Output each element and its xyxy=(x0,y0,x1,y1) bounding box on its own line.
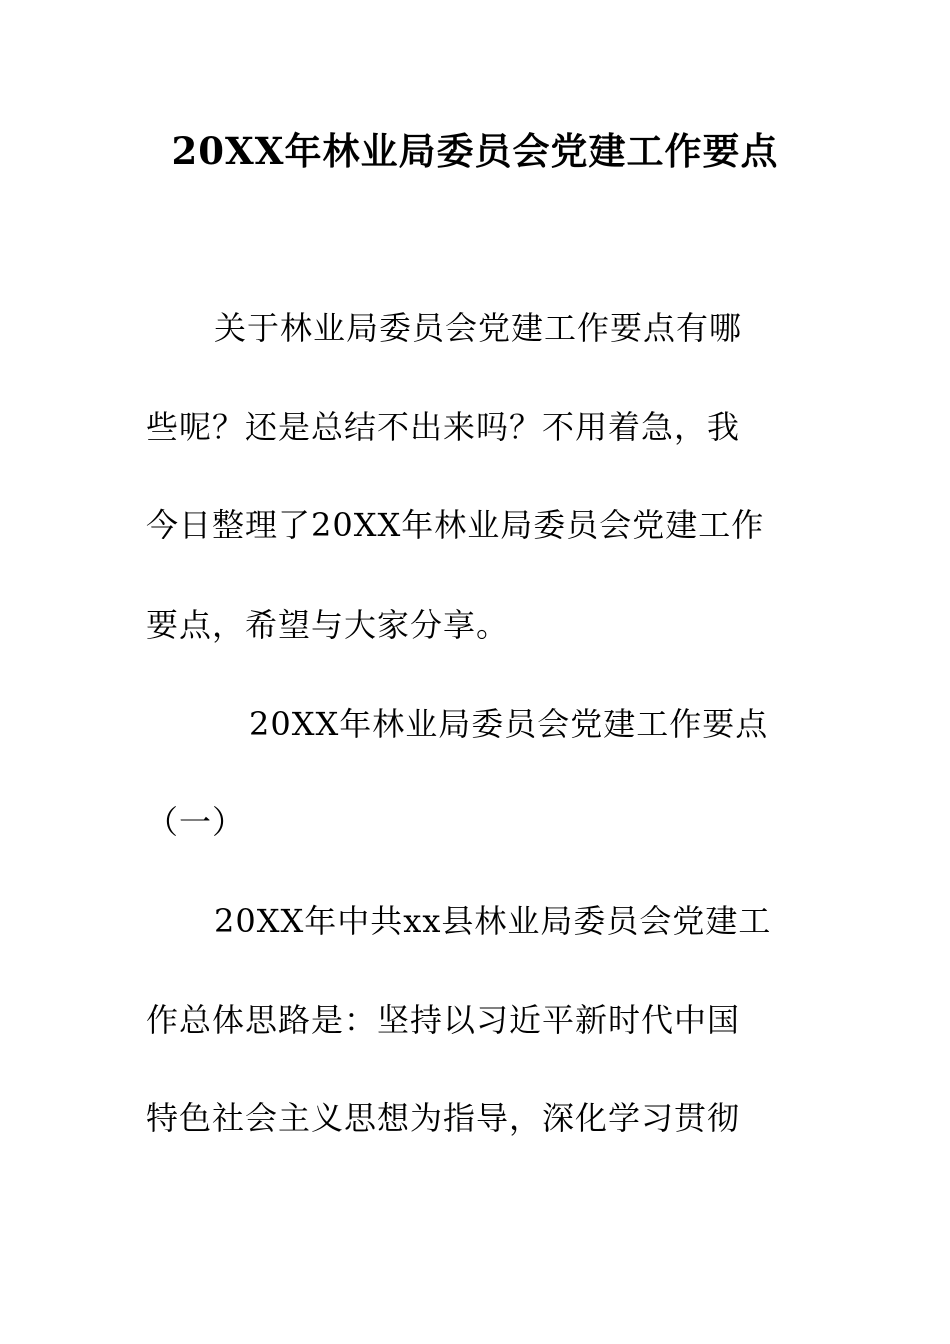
body-line-2: 些呢？还是总结不出来吗？不用着急，我 xyxy=(146,408,741,446)
section-number: （一） xyxy=(146,803,246,841)
document-title: 20XX年林业局委员会党建工作要点 xyxy=(171,129,779,173)
body-line-5: 20XX年中共xx县林业局委员会党建工 xyxy=(214,902,772,940)
body-line-6: 作总体思路是：坚持以习近平新时代中国 xyxy=(146,1001,741,1039)
body-line-4: 要点，希望与大家分享。 xyxy=(146,606,510,644)
body-line-3: 今日整理了20XX年林业局委员会党建工作 xyxy=(146,506,765,544)
body-line-1: 关于林业局委员会党建工作要点有哪 xyxy=(214,309,743,347)
section-heading: 20XX年林业局委员会党建工作要点 xyxy=(249,705,769,743)
body-line-7: 特色社会主义思想为指导，深化学习贯彻 xyxy=(146,1099,741,1137)
